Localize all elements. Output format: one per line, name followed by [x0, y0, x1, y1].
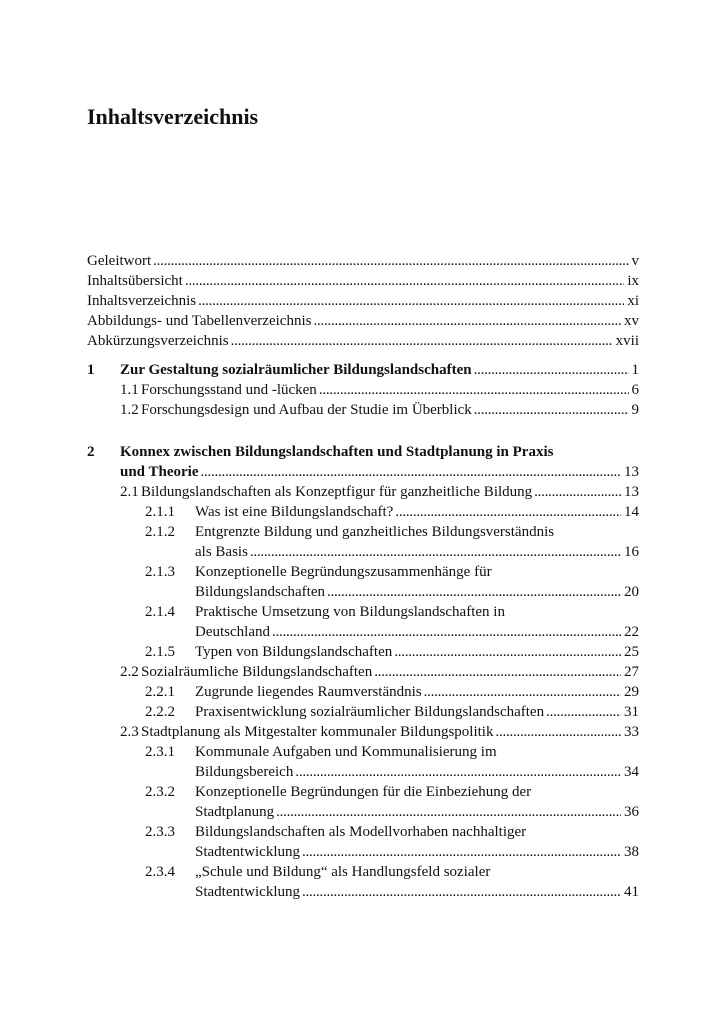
toc-entry-page: 1: [631, 362, 639, 378]
toc-subsection-2-3-3-cont[interactable]: [87, 842, 639, 862]
leader-dots: [231, 331, 613, 351]
leader-dots: [302, 882, 621, 902]
subsection-title-line2: Stadtplanung: [195, 804, 275, 820]
chapter-title-line2: und Theorie: [120, 464, 199, 480]
subsection-title-line1: Bildungslandschaften als Modellvorhaben nachhaltiger: [195, 824, 527, 840]
toc-entry-page: 41: [624, 884, 639, 900]
subsection-title-line2: Bildungslandschaften: [195, 584, 325, 600]
toc-entry-page: 13: [624, 484, 639, 500]
subsection-number: 2.2.2: [145, 704, 175, 720]
toc-section-2-1[interactable]: [87, 482, 639, 502]
toc-entry-text: Abbildungs- und Tabellenverzeichnis: [87, 313, 312, 329]
subsection-title-line2: Deutschland: [195, 624, 270, 640]
section-title: Stadtplanung als Mitgestalter kommunaler Bildungspolitik: [141, 724, 494, 740]
toc-entry-page: 31: [624, 704, 639, 720]
section-number: 1.2: [120, 402, 139, 418]
subsection-number: 2.1.2: [145, 524, 175, 540]
toc-entry-page: 20: [624, 584, 639, 600]
section-title: Forschungsstand und -lücken: [141, 382, 317, 398]
toc-subsection-2-3-1-cont[interactable]: [87, 762, 639, 782]
leader-dots: [302, 842, 621, 862]
toc-subsection-2-1-4[interactable]: [87, 602, 639, 622]
toc-entry-page: ix: [627, 273, 639, 289]
subsection-number: 2.1.3: [145, 564, 175, 580]
section-title: Bildungslandschaften als Konzeptfigur für ganzheitliche Bildung: [141, 484, 533, 500]
toc-subsection-2-1-4-cont[interactable]: [87, 622, 639, 642]
toc-entry-text: Geleitwort: [87, 253, 152, 269]
toc-section-2-3[interactable]: [87, 722, 639, 742]
toc-entry-page: 16: [624, 544, 639, 560]
section-number: 2.2: [120, 664, 139, 680]
subsection-title-line2: als Basis: [195, 544, 248, 560]
subsection-title-line2: Bildungsbereich: [195, 764, 294, 780]
toc-section-2-2[interactable]: [87, 662, 639, 682]
toc-subsection-2-3-4-cont[interactable]: [87, 882, 639, 902]
page-title: Inhaltsverzeichnis: [87, 104, 259, 129]
leader-dots: [327, 582, 621, 602]
subsection-title: Typen von Bildungslandschaften: [195, 644, 393, 660]
subsection-number: 2.1.4: [145, 604, 175, 620]
leader-dots: [276, 802, 621, 822]
section-number: 2.1: [120, 484, 139, 500]
toc-section-1-1[interactable]: [87, 380, 639, 400]
toc-section-1-2[interactable]: [87, 400, 639, 420]
toc-subsection-2-1-3-cont[interactable]: [87, 582, 639, 602]
toc-entry-page: xv: [624, 313, 639, 329]
toc-entry[interactable]: [87, 251, 639, 271]
chapter-title-line1: Konnex zwischen Bildungslandschaften und Stadtplanung in Praxis: [120, 444, 554, 460]
leader-dots: [201, 462, 622, 482]
toc-entry-page: 29: [624, 684, 639, 700]
leader-dots: [272, 622, 621, 642]
subsection-title-line1: Konzeptionelle Begründungszusammenhänge für: [195, 564, 492, 580]
toc-entry[interactable]: [87, 271, 639, 291]
toc-entry-page: 22: [624, 624, 639, 640]
toc-entry-page: 14: [624, 504, 639, 520]
toc-subsection-2-1-3[interactable]: [87, 562, 639, 582]
toc-subsection-2-1-2[interactable]: [87, 522, 639, 542]
subsection-title-line2: Stadtentwicklung: [195, 844, 300, 860]
leader-dots: [474, 360, 629, 380]
leader-dots: [394, 642, 621, 662]
leader-dots: [198, 291, 624, 311]
subsection-number: 2.3.4: [145, 864, 175, 880]
subsection-title: Praxisentwicklung sozialräumlicher Bildungslandschaften: [195, 704, 545, 720]
subsection-title: Was ist eine Bildungslandschaft?: [195, 504, 394, 520]
subsection-number: 2.3.1: [145, 744, 175, 760]
toc-chapter-2-cont[interactable]: [87, 462, 639, 482]
leader-dots: [546, 702, 621, 722]
leader-dots: [295, 762, 621, 782]
toc-entry-page: v: [631, 253, 639, 269]
leader-dots: [495, 722, 621, 742]
section-title: Forschungsdesign und Aufbau der Studie im Überblick: [141, 402, 472, 418]
toc-entry-page: 6: [631, 382, 639, 398]
toc-entry-page: 33: [624, 724, 639, 740]
toc-subsection-2-3-1[interactable]: [87, 742, 639, 762]
chapter-number: 2: [87, 444, 95, 460]
section-number: 2.3: [120, 724, 139, 740]
toc-subsection-2-2-1[interactable]: [87, 682, 639, 702]
toc-entry-text: Abkürzungsverzeichnis: [87, 333, 229, 349]
toc-entry-page: xvii: [615, 333, 639, 349]
subsection-title-line1: Entgrenzte Bildung und ganzheitliches Bildungsverständnis: [195, 524, 555, 540]
leader-dots: [424, 682, 621, 702]
toc-entry-page: 38: [624, 844, 639, 860]
toc-entry-page: 9: [631, 402, 639, 418]
toc-chapter-1[interactable]: [87, 360, 639, 380]
subsection-number: 2.3.3: [145, 824, 175, 840]
subsection-title-line1: „Schule und Bildung“ als Handlungsfeld sozialer: [195, 864, 491, 880]
toc-chapter-2[interactable]: [87, 442, 639, 462]
toc-entry-text: Inhaltsverzeichnis: [87, 293, 197, 309]
subsection-number: 2.1.1: [145, 504, 175, 520]
section-number: 1.1: [120, 382, 139, 398]
leader-dots: [534, 482, 621, 502]
leader-dots: [395, 502, 621, 522]
toc-subsection-2-1-2-cont[interactable]: [87, 542, 639, 562]
toc-entry-page: 27: [624, 664, 639, 680]
chapter-number: 1: [87, 362, 95, 378]
subsection-title-line1: Konzeptionelle Begründungen für die Einbeziehung der: [195, 784, 532, 800]
subsection-number: 2.2.1: [145, 684, 175, 700]
leader-dots: [153, 251, 628, 271]
leader-dots: [185, 271, 625, 291]
subsection-number: 2.1.5: [145, 644, 175, 660]
toc-entry-page: xi: [627, 293, 639, 309]
toc-entry-page: 34: [624, 764, 639, 780]
toc-subsection-2-3-3[interactable]: [87, 822, 639, 842]
toc-subsection-2-1-5[interactable]: [87, 642, 639, 662]
toc-entry-page: 13: [624, 464, 639, 480]
toc-entry[interactable]: [87, 311, 639, 331]
leader-dots: [250, 542, 621, 562]
subsection-title-line2: Stadtentwicklung: [195, 884, 300, 900]
table-of-contents: [87, 251, 639, 902]
toc-entry-page: 25: [624, 644, 639, 660]
toc-entry-text: Inhaltsübersicht: [87, 273, 183, 289]
subsection-title-line1: Kommunale Aufgaben und Kommunalisierung im: [195, 744, 497, 760]
chapter-title: Zur Gestaltung sozialräumlicher Bildungslandschaften: [120, 362, 472, 378]
subsection-title-line1: Praktische Umsetzung von Bildungslandschaften in: [195, 604, 505, 620]
toc-entry[interactable]: [87, 291, 639, 311]
leader-dots: [313, 311, 621, 331]
toc-subsection-2-3-2[interactable]: [87, 782, 639, 802]
leader-dots: [474, 400, 629, 420]
toc-entry[interactable]: [87, 331, 639, 351]
toc-subsection-2-1-1[interactable]: [87, 502, 639, 522]
leader-dots: [374, 662, 621, 682]
section-title: Sozialräumliche Bildungslandschaften: [141, 664, 373, 680]
leader-dots: [319, 380, 629, 400]
toc-subsection-2-3-4[interactable]: [87, 862, 639, 882]
toc-subsection-2-3-2-cont[interactable]: [87, 802, 639, 822]
subsection-title: Zugrunde liegendes Raumverständnis: [195, 684, 422, 700]
toc-subsection-2-2-2[interactable]: [87, 702, 639, 722]
toc-entry-page: 36: [624, 804, 639, 820]
subsection-number: 2.3.2: [145, 784, 175, 800]
